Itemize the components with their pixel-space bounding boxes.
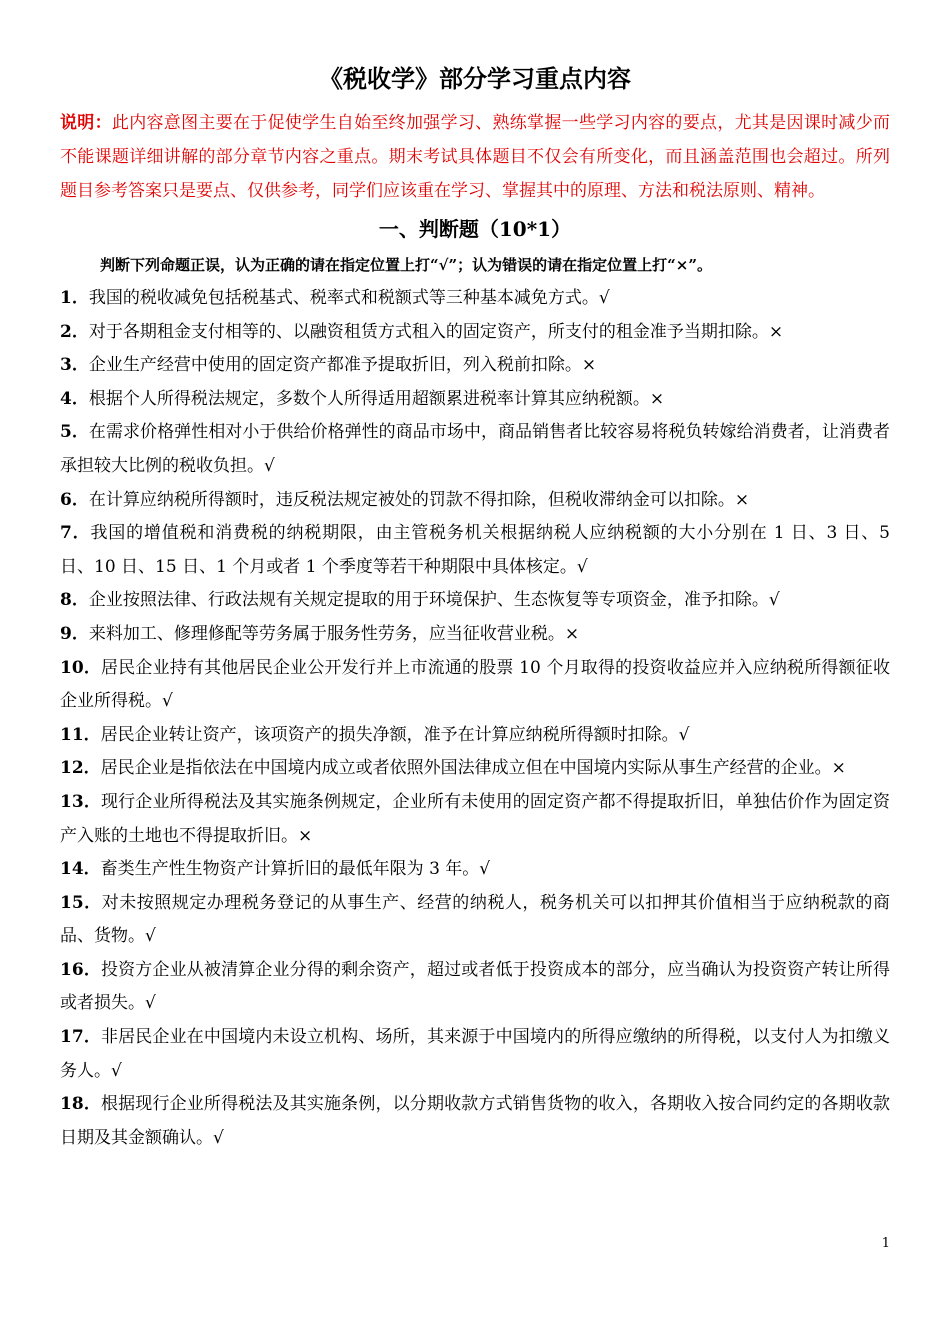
question-text: 根据个人所得税法规定，多数个人所得适用超额累进税率计算其应纳税额。×	[88, 388, 665, 409]
question-number: 3．	[60, 355, 89, 376]
question-item	[60, 416, 890, 483]
question-item	[60, 719, 890, 753]
question-item	[60, 618, 890, 652]
question-number: 11．	[60, 724, 101, 745]
question-text: 企业按照法律、行政法规有关规定提取的用于环境保护、生态恢复等专项资金，准予扣除。√	[88, 590, 780, 611]
note-label: 说明：	[60, 113, 112, 133]
question-text: 我国的税收减免包括税基式、税率式和税额式等三种基本减免方式。√	[88, 288, 610, 308]
question-number: 9．	[60, 623, 89, 644]
question-number: 1．	[60, 288, 89, 308]
question-text: 企业生产经营中使用的固定资产都准予提取折旧，列入税前扣除。×	[88, 355, 597, 376]
question-text: 畜类生产性生物资产计算折旧的最低年限为 3 年。√	[100, 859, 491, 880]
question-text: 居民企业是指依法在中国境内成立或者依照外国法律成立但在中国境内实际从事生产经营的企业。×	[100, 758, 846, 779]
question-text: 根据现行企业所得税法及其实施条例，以分期收款方式销售货物的收入，各期收入按合同约定的各期收款日期及其金额确认。√	[60, 1094, 890, 1148]
question-text: 我国的增值税和消费税的纳税期限，由主管税务机关根据纳税人应纳税额的大小分别在 1 日、3 日、5 日、10 日、15 日、1 个月或者 1 个季度等若干种期限中具体核定。√	[60, 523, 890, 577]
question-item	[60, 517, 890, 584]
question-number: 10．	[60, 657, 102, 678]
question-number: 17．	[60, 1027, 101, 1048]
explanatory-note	[60, 106, 890, 208]
question-number: 18．	[60, 1094, 101, 1115]
question-list	[60, 282, 890, 1155]
question-text: 在计算应纳税所得额时，违反税法规定被处的罚款不得扣除，但税收滞纳金可以扣除。×	[88, 489, 750, 510]
question-item	[60, 887, 890, 954]
question-item	[60, 282, 890, 316]
question-text: 在需求价格弹性相对小于供给价格弹性的商品市场中，商品销售者比较容易将税负转嫁给消费者，让消费者承担较大比例的税收负担。√	[60, 422, 890, 476]
question-text: 对于各期租金支付相等的、以融资租赁方式租入的固定资产，所支付的租金准予当期扣除。×	[88, 321, 784, 342]
section-title: 一、判断题（10*1）	[378, 217, 572, 241]
question-number: 5．	[60, 422, 89, 443]
question-item	[60, 1021, 890, 1088]
question-number: 7．	[60, 523, 91, 544]
question-text: 来料加工、修理修配等劳务属于服务性劳务，应当征收营业税。×	[88, 623, 580, 644]
question-number: 14．	[60, 859, 101, 880]
question-item	[60, 752, 890, 786]
question-item	[60, 786, 890, 853]
question-number: 6．	[60, 489, 89, 510]
question-text: 投资方企业从被清算企业分得的剩余资产，超过或者低于投资成本的部分，应当确认为投资资产转让所得或者损失。√	[60, 959, 890, 1014]
page-number: 1	[881, 1236, 890, 1251]
question-item	[60, 349, 890, 383]
question-text: 现行企业所得税法及其实施条例规定，企业所有未使用的固定资产都不得提取折旧，单独估价作为固定资产入账的土地也不得提取折旧。×	[60, 791, 890, 846]
question-item	[60, 584, 890, 618]
note-text: 此内容意图主要在于促使学生自始至终加强学习、熟练掌握一些学习内容的要点，尤其是因课时减少而不能课题详细讲解的部分章节内容之重点。期末考试具体题目不仅会有所变化，而且涵盖范围也会超过。所列题目参考答案只是要点、仅供参考，同学们应该重在学习、掌握其中的原理、方法和税法原则、精神。	[60, 113, 891, 201]
question-number: 12．	[60, 758, 101, 779]
question-item	[60, 484, 890, 518]
question-item	[60, 652, 890, 719]
question-number: 8．	[60, 590, 89, 611]
question-number: 4．	[60, 388, 89, 409]
question-text: 非居民企业在中国境内未设立机构、场所，其来源于中国境内的所得应缴纳的所得税，以支付人为扣缴义务人。√	[60, 1027, 890, 1081]
question-item	[60, 853, 890, 887]
question-item	[60, 316, 890, 350]
question-text: 对未按照规定办理税务登记的从事生产、经营的纳税人，税务机关可以扣押其价值相当于应纳税款的商品、货物。√	[60, 892, 890, 947]
question-item	[60, 1088, 890, 1155]
question-text: 居民企业转让资产，该项资产的损失净额，准予在计算应纳税所得额时扣除。√	[100, 724, 690, 745]
section-instruction: 判断下列命题正误，认为正确的请在指定位置上打“√”；认为错误的请在指定位置上打“×”。	[100, 256, 712, 274]
question-number: 16．	[60, 959, 101, 980]
question-item	[60, 383, 890, 417]
question-number: 15．	[60, 892, 102, 913]
page-title: 《税收学》部分学习重点内容	[319, 64, 631, 93]
question-number: 13．	[60, 791, 101, 812]
question-number: 2．	[60, 321, 89, 342]
question-text: 居民企业持有其他居民企业公开发行并上市流通的股票 10 个月取得的投资收益应并入应纳税所得额征收企业所得税。√	[60, 657, 890, 712]
question-item	[60, 954, 890, 1021]
